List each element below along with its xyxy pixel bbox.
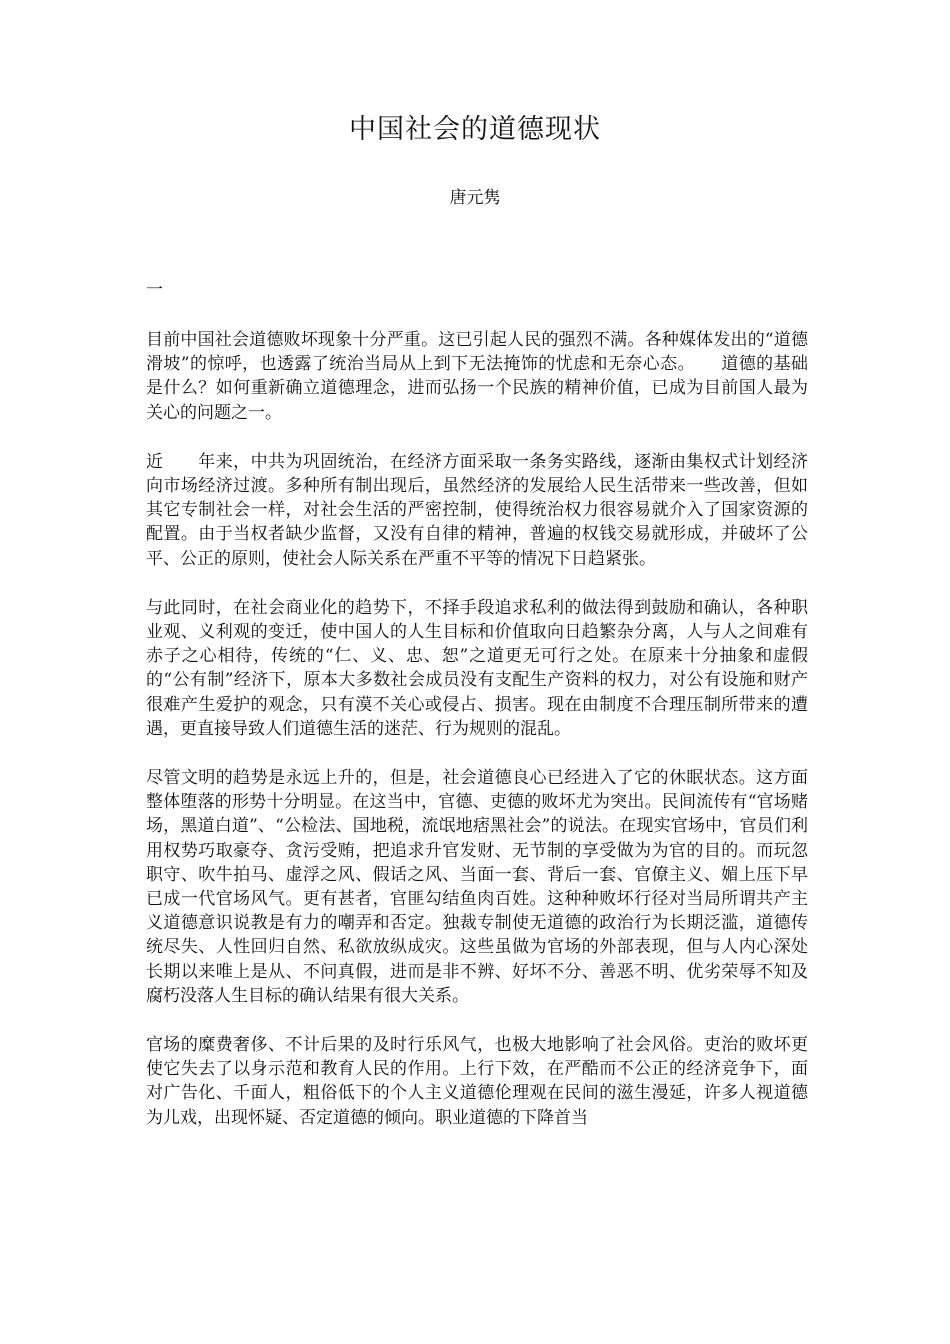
paragraph-1: 目前中国社会道德败坏现象十分严重。这已引起人民的强烈不满。各种媒体发出的“道德滑坡”的惊呼，也透露了统治当局从上到下无法掩饰的忧虑和无奈心态。 道德的基础是什么？如何重新确立道德理念，进而弘扬一个民族的精神价值，已成为目前国人最为关心的问题之一。 [146,330,808,423]
document-author: 唐元隽 [449,188,501,208]
section-number: 一 [146,280,163,300]
paragraph-3: 与此同时，在社会商业化的趋势下，不择手段追求私利的做法得到鼓励和确认，各种职业观、义利观的变迁，使中国人的人生目标和价值取向日趋繁杂分离，人与人之间难有赤子之心相待，传统的“仁、义、忠、恕”之道更无可行之处。在原来十分抽象和虚假的“公有制”经济下，原本大多数社会成员没有支配生产资料的权力，对公有设施和财产很难产生爱护的观念，只有漠不关心或侵占、损害。现在由制度不合理压制所带来的遭遇，更直接导致人们道德生活的迷茫、行为规则的混乱。 [146,597,808,739]
document-title: 中国社会的道德现状 [349,114,601,145]
paragraph-2: 近 年来，中共为巩固统治，在经济方面采取一条务实路线，逐渐由集权式计划经济向市场经济过渡。多种所有制出现后，虽然经济的发展给人民生活带来一些改善，但如其它专制社会一样，对社会生活的严密控制，使得统治权力很容易就介入了国家资源的配置。由于当权者缺少监督，又没有自律的精神，普遍的权钱交易就形成，并破坏了公平、公正的原则，使社会人际关系在严重不平等的情况下日趋紧张。 [146,451,808,569]
paragraph-4: 尽管文明的趋势是永远上升的，但是，社会道德良心已经进入了它的休眠状态。这方面整体堕落的形势十分明显。在这当中，官德、吏德的败坏尤为突出。民间流传有“官场赌场，黑道白道”、“公检法、国地税，流氓地痞黑社会”的说法。在现实官场中，官员们利用权势巧取豪夺、贪污受贿，把追求升官发财、无节制的享受做为为官的目的。而玩忽职守、吹牛拍马、虚浮之风、假话之风、当面一套、背后一套、官僚主义、媚上压下早已成一代官场风气。更有甚者，官匪勾结鱼肉百姓。这种种败坏行径对当局所谓共产主义道德意识说教是有力的嘲弄和否定。独裁专制使无道德的政治行为长期泛滥，道德传统尽失、人性回归自然、私欲放纵成灾。这些虽做为官场的外部表现，但与人内心深处长期以来唯上是从、不问真假，进而是非不辨、好坏不分、善恶不明、优劣荣辱不知及腐朽没落人生目标的确认结果有很大关系。 [146,768,808,1006]
paragraph-5: 官场的糜费奢侈、不计后果的及时行乐风气，也极大地影响了社会风俗。吏治的败坏更使它失去了以身示范和教育人民的作用。上行下效，在严酷而不公正的经济竞争下，面对广告化、千面人，粗俗低下的个人主义道德伦理观在民间的滋生漫延，许多人视道德为儿戏，出现怀疑、否定道德的倾向。职业道德的下降首当 [146,1035,808,1128]
document-body [146,328,808,1155]
